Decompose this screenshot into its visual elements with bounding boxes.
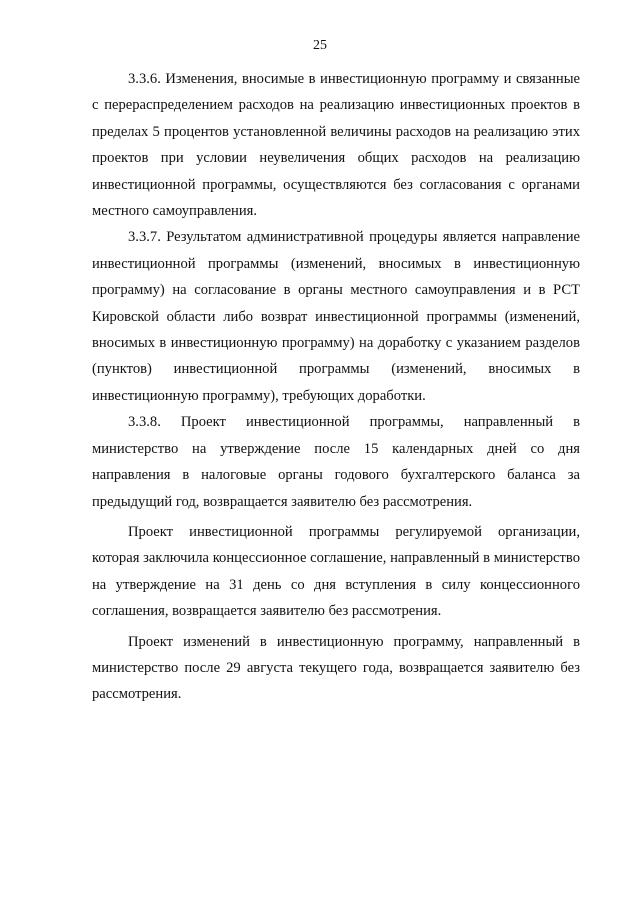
paragraph-3-3-7: 3.3.7. Результатом административной процедуры является направление инвестиционной программы (изменений, вносимых в инвестиционную программу) на согласование в органы местного самоуправления и в РСТ Кировской области либо возврат инвестиционной программы (изменений, вносимых в инвестиционную программу) на доработку с указанием разделов (пунктов) инвестиционной программы (изменений, вносимых в инвестиционную программу), требующих доработки. [92, 229, 580, 404]
paragraph-concession: Проект инвестиционной программы регулируемой организации, которая заключила концессионное соглашение, направленный в министерство на утверждение на 31 день со дня вступления в силу концессионного соглашения, возвращается заявителю без рассмотрения. [92, 523, 580, 620]
paragraph-amendments-deadline: Проект изменений в инвестиционную программу, направленный в министерство после 29 августа текущего года, возвращается заявителю без рассмотрения. [92, 633, 580, 703]
page-number: 25 [313, 38, 327, 53]
paragraph-3-3-6: 3.3.6. Изменения, вносимые в инвестиционную программу и связанные с перераспределением расходов на реализацию инвестиционных проектов в пределах 5 процентов установленной величины расходов на реализацию этих проектов при условии неувеличения общих расходов на реализацию инвестиционной программы, осуществляются без согласования с органами местного самоуправления. [92, 71, 580, 220]
paragraph-3-3-8: 3.3.8. Проект инвестиционной программы, направленный в министерство на утверждение после 15 календарных дней со дня направления в налоговые органы годового бухгалтерского баланса за предыдущий год, возвращается заявителю без рассмотрения. [92, 414, 580, 510]
document-body [92, 66, 580, 708]
